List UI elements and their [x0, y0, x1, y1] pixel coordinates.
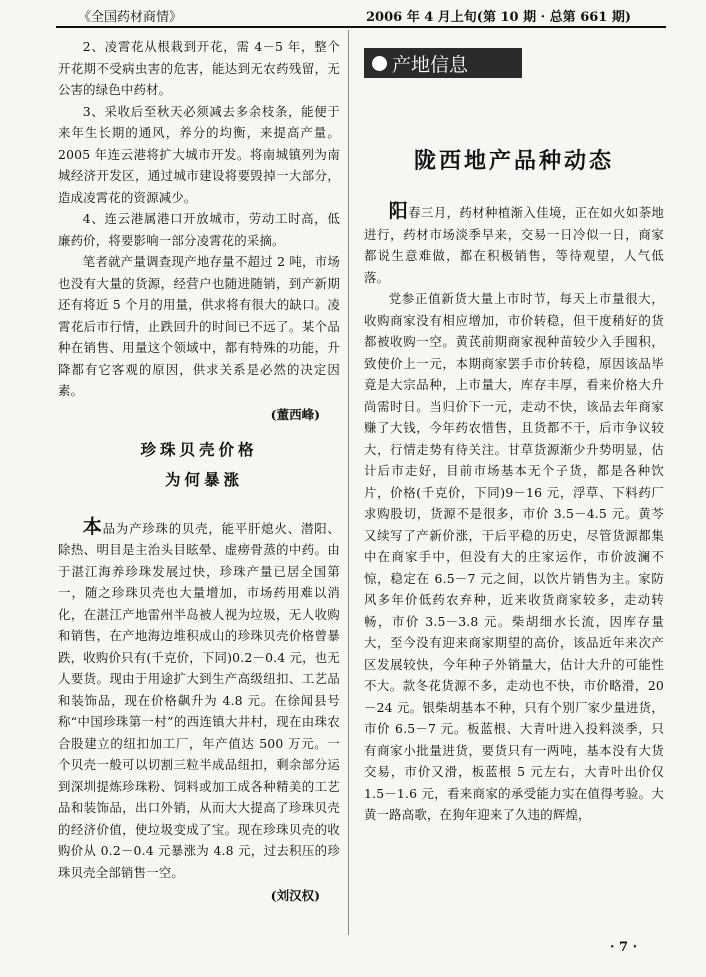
article-title-line2: 为何暴涨 [164, 469, 243, 489]
right-column [364, 48, 664, 826]
paragraph: 2、凌霄花从根栽到开花，需 4－5 年，整个开花期不受病虫害的危害，能达到无农药残留，无公害的绿色中药材。 [58, 39, 340, 97]
article-paragraph [364, 201, 664, 288]
header-rule [56, 26, 666, 28]
article-title-line1: 珍珠贝壳价格 [140, 439, 258, 459]
paragraph: 3、采收后至秋天必须减去多余枝条，能便于来年生长期的通风，养分的均衡，来提高产量。2005 年连云港将扩大城市开发。将南城镇列为南城经济开发区，通过城市建设将要毁掉一大部分，造成凌霄花的资源减少。 [58, 103, 340, 205]
issue-info: 2006 年 4 月上旬(第 10 期 · 总第 661 期) [366, 10, 632, 25]
drop-cap: 本 [82, 515, 103, 538]
author-byline: (董西峰) [270, 406, 320, 422]
paragraph: 笔者就产量调查现产地存量不超过 2 吨，市场也没有大量的货源，经营户也随进随销，到产新期还有将近 5 个月的用量，供求将有很大的缺口。凌霄花后市行情，止跌回升的时间已不远了。某个品种在销售、用量这个领域中，都有特殊的功能，升降都有它客观的原因，供求关系是必然的决定因素。 [58, 254, 340, 398]
column-divider [348, 30, 349, 935]
article-paragraph: 党参正值新货大量上市时节，每天上市量很大，收购商家没有相应增加，市价转稳，但干度稍好的货都被收购一空。黄芪前期商家视种苗较少入手囤积，致使价上一元，本期商家罢手市价转稳，原因该品毕竟是大宗品种，上市量大，库存丰厚，看来价格大升尚需时日。当归价下一元，走动不快，该品去年商家赚了大钱，今年药农惜售，且货都不干，后市争议较大，行情走势有待关注。甘草货源渐少升势明显，估计后市走好，目前市场基本无个子货，都是各种饮片，价格(千克价，下同)9－16 元，浮草、下料药厂求购股切，货源不是很多，市价 3.5－4.5 元。黄芩又续写了产新价涨，干后平稳的历史，尽管货源都集中在商家手中，但没有大的庄家运作，市价波澜不惊，稳定在 6.5－7 元之间，以饮片销售为主。家防风多年价低药农弃种，近来收货商家较多，走动转畅，市价 3.5－3.8 元。柴胡细水长流，因库存量大，至今没有迎来商家期望的高价，该品近年来次产区发展较快，今年种子外销量大，估计大升的可能性不大。款冬花货源不多，走动也不快，市价略滑，20－24 元。银柴胡基本不种，只有个别厂家少量进货，市价 6.5－7 元。板蓝根、大青叶进入投料淡季，只有商家小批量进货，要货只有一两吨，基本没有大货交易，市价又滑，板蓝根 5 元左右，大青叶出价仅 1.5－1.6 元，看来商家的承受能力实在值得考验。大黄一路高歌，在狗年迎来了久违的辉煌， [364, 291, 664, 822]
article-body [58, 517, 340, 884]
paragraph: 4、连云港属港口开放城市，劳动工时高，低廉药价，将要影响一部分凌霄花的采摘。 [58, 211, 340, 248]
left-column [58, 36, 340, 906]
journal-name: 《全国药材商情》 [78, 10, 183, 25]
section-banner-label: 产地信息 [392, 53, 469, 76]
article-body-text: 春三月，药材种植渐入佳境，正在如火如荼地进行，药材市场淡季早来，交易一日冷似一日，商家都说生意难做，都在积极销售，等待观望，人气低落。 [364, 205, 665, 285]
article-body-text: 品为产珍珠的贝壳，能平肝熄火、潜阳、除热、明目是主治头目眩晕、虚痨骨蒸的中药。由于湛江海养珍珠发展过快，珍珠产量已居全国第一，随之珍珠贝壳也大量增加，市场药用难以消化，在湛江产地雷州半岛被人视为垃圾，无人收购和销售，在产地海边堆积成山的珍珠贝壳价格曾暴跌，收购价只有(千克价，下同)0.2－0.4 元，也无人要货。现由于用途扩大到生产高级纽扣、工艺品和装饰品，现在价格飙升为 4.8 元。在徐闻县号称“中国珍珠第一村”的西连镇大井村，现在由珠农合股建立的纽扣加工厂，年产值达 500 万元。一个贝壳一般可以切割三粒半成品纽扣，剩余部分运到深圳提炼珍珠粉、饲料或加工成各种精美的工艺品和装饰品，出口外销，从而大大提高了珍珠贝壳的经济价值，使垃圾变成了宝。现在珍珠贝壳的收购价从 0.2－0.4 元暴涨为 4.8 元，过去积压的珍珠贝壳全部销售一空。 [58, 520, 340, 880]
page-number: · 7 · [610, 940, 638, 955]
bullet-dot-icon [372, 56, 387, 71]
author-byline: (刘汉权) [270, 888, 320, 903]
drop-cap: 阳 [388, 200, 409, 222]
article-title: 陇西地产品种动态 [413, 149, 614, 174]
section-banner [364, 48, 522, 78]
